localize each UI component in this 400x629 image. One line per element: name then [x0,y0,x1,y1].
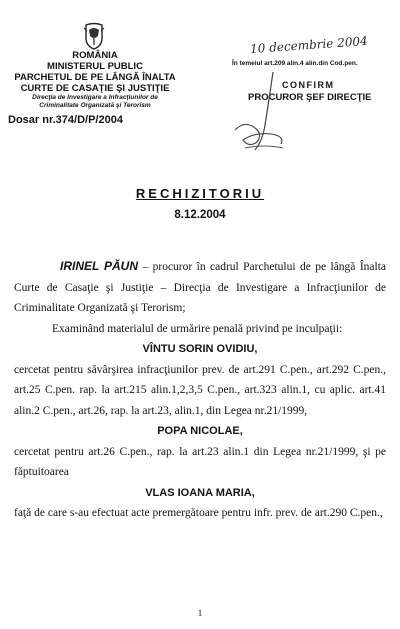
document-date: 8.12.2004 [174,209,226,221]
directorate-line-1: Direcţia de Investigare a Infracţiunilor de [32,94,158,101]
examining-paragraph: Examinând materialul de urmărire penală privind pe inculpaţii: [52,322,343,335]
intro-paragraph [14,256,386,319]
handwritten-date: 10 decembrie 2004 [249,33,369,57]
document-body [14,256,386,524]
defendant-1-name: VÎNTU SORIN OVIDIU, [142,343,258,355]
coat-of-arms-icon [82,22,106,50]
legal-basis-text: În temeiul art.209 alin.4 alin.din Cod.pen. [232,60,358,67]
file-number: Dosar nr.374/D/P/2004 [8,114,123,126]
ministry-label: MINISTERUL PUBLIC [47,61,143,72]
document-title: RECHIZITORIU [135,186,265,201]
confirm-stamp: CONFIRM [282,80,335,90]
page-number: 1 [197,608,203,618]
defendant-2-charges: cercetat pentru art.26 C.pen., rap. la art.23 alin.1 din Legea nr.21/1999, şi pe făptuitoarea [14,445,386,478]
defendant-3-name: VLAS IOANA MARIA, [145,486,255,499]
defendant-2-name: POPA NICOLAE, [157,425,243,437]
defendant-1-charges: cercetat pentru săvârşirea infracţiunilor prev. de art.291 C.pen., art.292 C.pen., art.25 C.pen. rap. la art.215 alin.1,2,3,5 C.pen., art.323 alin.1, cu aplic. art.41 alin.2 C.pen., art.26, rap. la art.23, alin.1, din Legea nr.21/1999, [14,363,386,417]
directorate-line-2: Criminalitate Organizată şi Terorism [39,102,151,109]
prosecutor-name: IRINEL PĂUN [60,259,139,273]
office-line-1: PARCHETUL DE PE LÂNGĂ ÎNALTA [14,72,176,83]
country-label: ROMÂNIA [72,50,118,61]
intro-text: – procuror în cadrul Parchetului de pe lângă Înalta Curte de Casaţie şi Justiţie – Direcţia de Investigare a Infracţiunilor de Criminalitate Organizată şi Terorism; [14,261,387,314]
defendant-3-charges: faţă de care s-au efectuat acte premergătoare pentru infr. prev. de art.290 C.pen., [14,507,383,519]
institution-header [0,50,190,110]
office-line-2: CURTE DE CASAŢIE ŞI JUSTIŢIE [20,83,170,94]
signer-title: PROCUROR ŞEF DIRECŢIE [248,92,372,103]
signature-scribble [225,70,315,160]
